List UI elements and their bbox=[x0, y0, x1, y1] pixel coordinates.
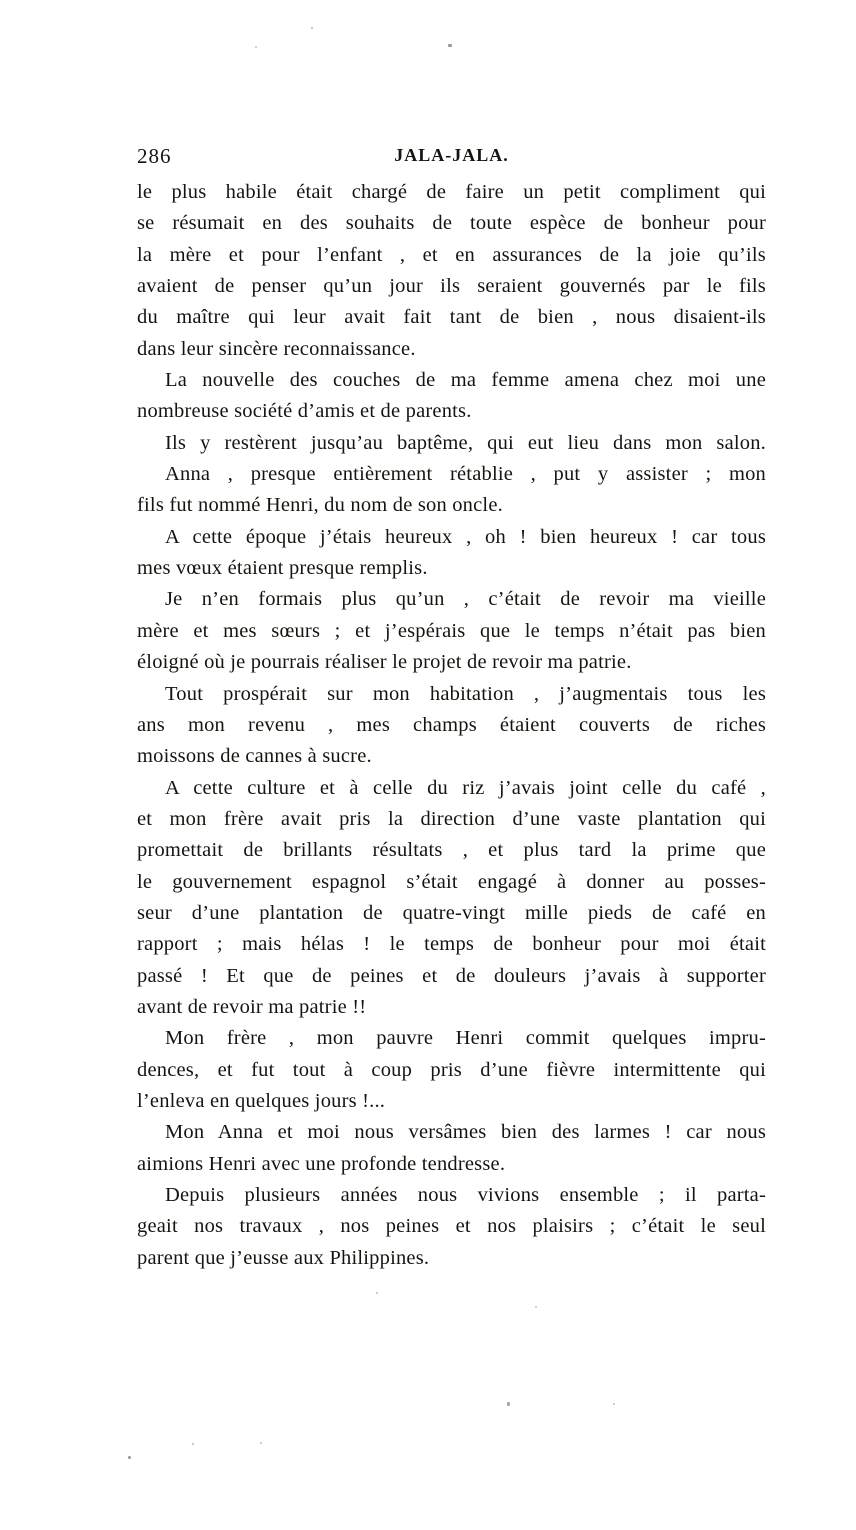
text-line: nombreuse société d’amis et de parents. bbox=[137, 400, 472, 423]
text-line: aimions Henri avec une profonde tendresse. bbox=[137, 1152, 506, 1175]
text-line: promettait de brillants résultats , et plus tard la prime que bbox=[137, 839, 766, 862]
text-line: Je n’en formais plus qu’un , c’était de revoir ma vieille bbox=[165, 588, 766, 611]
scan-speck bbox=[260, 1442, 262, 1444]
text-line: Mon Anna et moi nous versâmes bien des larmes ! car nous bbox=[165, 1121, 766, 1144]
text-line: moissons de cannes à sucre. bbox=[137, 745, 372, 768]
text-line: dans leur sincère reconnaissance. bbox=[137, 337, 416, 360]
scan-speck bbox=[192, 1443, 194, 1445]
page-text bbox=[137, 177, 766, 1274]
text-line: fils fut nommé Henri, du nom de son oncle. bbox=[137, 494, 503, 517]
text-line: rapport ; mais hélas ! le temps de bonheur pour moi était bbox=[137, 933, 766, 956]
scan-speck bbox=[376, 1292, 378, 1294]
text-line: Anna , presque entièrement rétablie , put y assister ; mon bbox=[165, 463, 766, 486]
paragraph bbox=[137, 1117, 766, 1180]
text-line: se résumait en des souhaits de toute espèce de bonheur pour bbox=[137, 212, 766, 235]
text-line: le gouvernement espagnol s’était engagé à donner au posses- bbox=[137, 870, 766, 893]
scan-speck bbox=[128, 1456, 131, 1459]
paragraph bbox=[137, 365, 766, 428]
scan-speck bbox=[311, 27, 313, 29]
text-line: avant de revoir ma patrie !! bbox=[137, 995, 367, 1018]
paragraph bbox=[137, 1023, 766, 1117]
text-line: et mon frère avait pris la direction d’une vaste plantation qui bbox=[137, 807, 766, 830]
scan-speck bbox=[535, 1306, 537, 1308]
paragraph bbox=[137, 459, 766, 522]
text-line: ans mon revenu , mes champs étaient couverts de riches bbox=[137, 713, 766, 736]
text-line: parent que j’eusse aux Philippines. bbox=[137, 1246, 430, 1269]
scan-speck bbox=[507, 1402, 510, 1406]
paragraph bbox=[137, 679, 766, 773]
text-line: le plus habile était chargé de faire un petit compliment qui bbox=[137, 181, 766, 203]
scan-speck bbox=[448, 44, 452, 47]
text-line: éloigné où je pourrais réaliser le projet de revoir ma patrie. bbox=[137, 651, 632, 674]
text-line: seur d’une plantation de quatre-vingt mille pieds de café en bbox=[137, 901, 766, 924]
paragraph bbox=[137, 773, 766, 1024]
text-line: du maître qui leur avait fait tant de bien , nous disaient-ils bbox=[137, 306, 766, 329]
text-line: A cette culture et à celle du riz j’avais joint celle du café , bbox=[165, 776, 766, 799]
text-line: A cette époque j’étais heureux , oh ! bien heureux ! car tous bbox=[165, 525, 766, 548]
scan-speck bbox=[613, 1403, 615, 1405]
page-header bbox=[137, 144, 766, 170]
paragraph bbox=[137, 428, 766, 459]
paragraph bbox=[137, 522, 766, 585]
paragraph bbox=[137, 1180, 766, 1274]
text-line: passé ! Et que de peines et de douleurs j’avais à supporter bbox=[137, 964, 766, 987]
paragraph bbox=[137, 584, 766, 678]
scan-speck bbox=[255, 46, 257, 48]
text-line: Mon frère , mon pauvre Henri commit quelques impru- bbox=[165, 1027, 766, 1050]
text-line: la mère et pour l’enfant , et en assurances de la joie qu’ils bbox=[137, 243, 766, 266]
text-line: Depuis plusieurs années nous vivions ensemble ; il parta- bbox=[165, 1184, 766, 1206]
text-line: mère et mes sœurs ; et j’espérais que le temps n’était pas bien bbox=[137, 619, 766, 642]
text-line: Ils y restèrent jusqu’au baptême, qui eut lieu dans mon salon. bbox=[165, 431, 766, 454]
text-line: l’enleva en quelques jours !... bbox=[137, 1089, 386, 1112]
text-line: avaient de penser qu’un jour ils seraient gouvernés par le fils bbox=[137, 275, 766, 298]
text-line: Tout prospérait sur mon habitation , j’augmentais tous les bbox=[165, 682, 766, 705]
text-line: La nouvelle des couches de ma femme amena chez moi une bbox=[165, 369, 766, 392]
paragraph bbox=[137, 177, 766, 365]
text-line: mes vœux étaient presque remplis. bbox=[137, 557, 428, 580]
page-number: 286 bbox=[137, 144, 172, 168]
text-line: geait nos travaux , nos peines et nos plaisirs ; c’était le seul bbox=[137, 1215, 766, 1238]
text-line: dences, et fut tout à coup pris d’une fièvre intermittente qui bbox=[137, 1058, 766, 1081]
running-head: JALA-JALA. bbox=[394, 145, 509, 165]
